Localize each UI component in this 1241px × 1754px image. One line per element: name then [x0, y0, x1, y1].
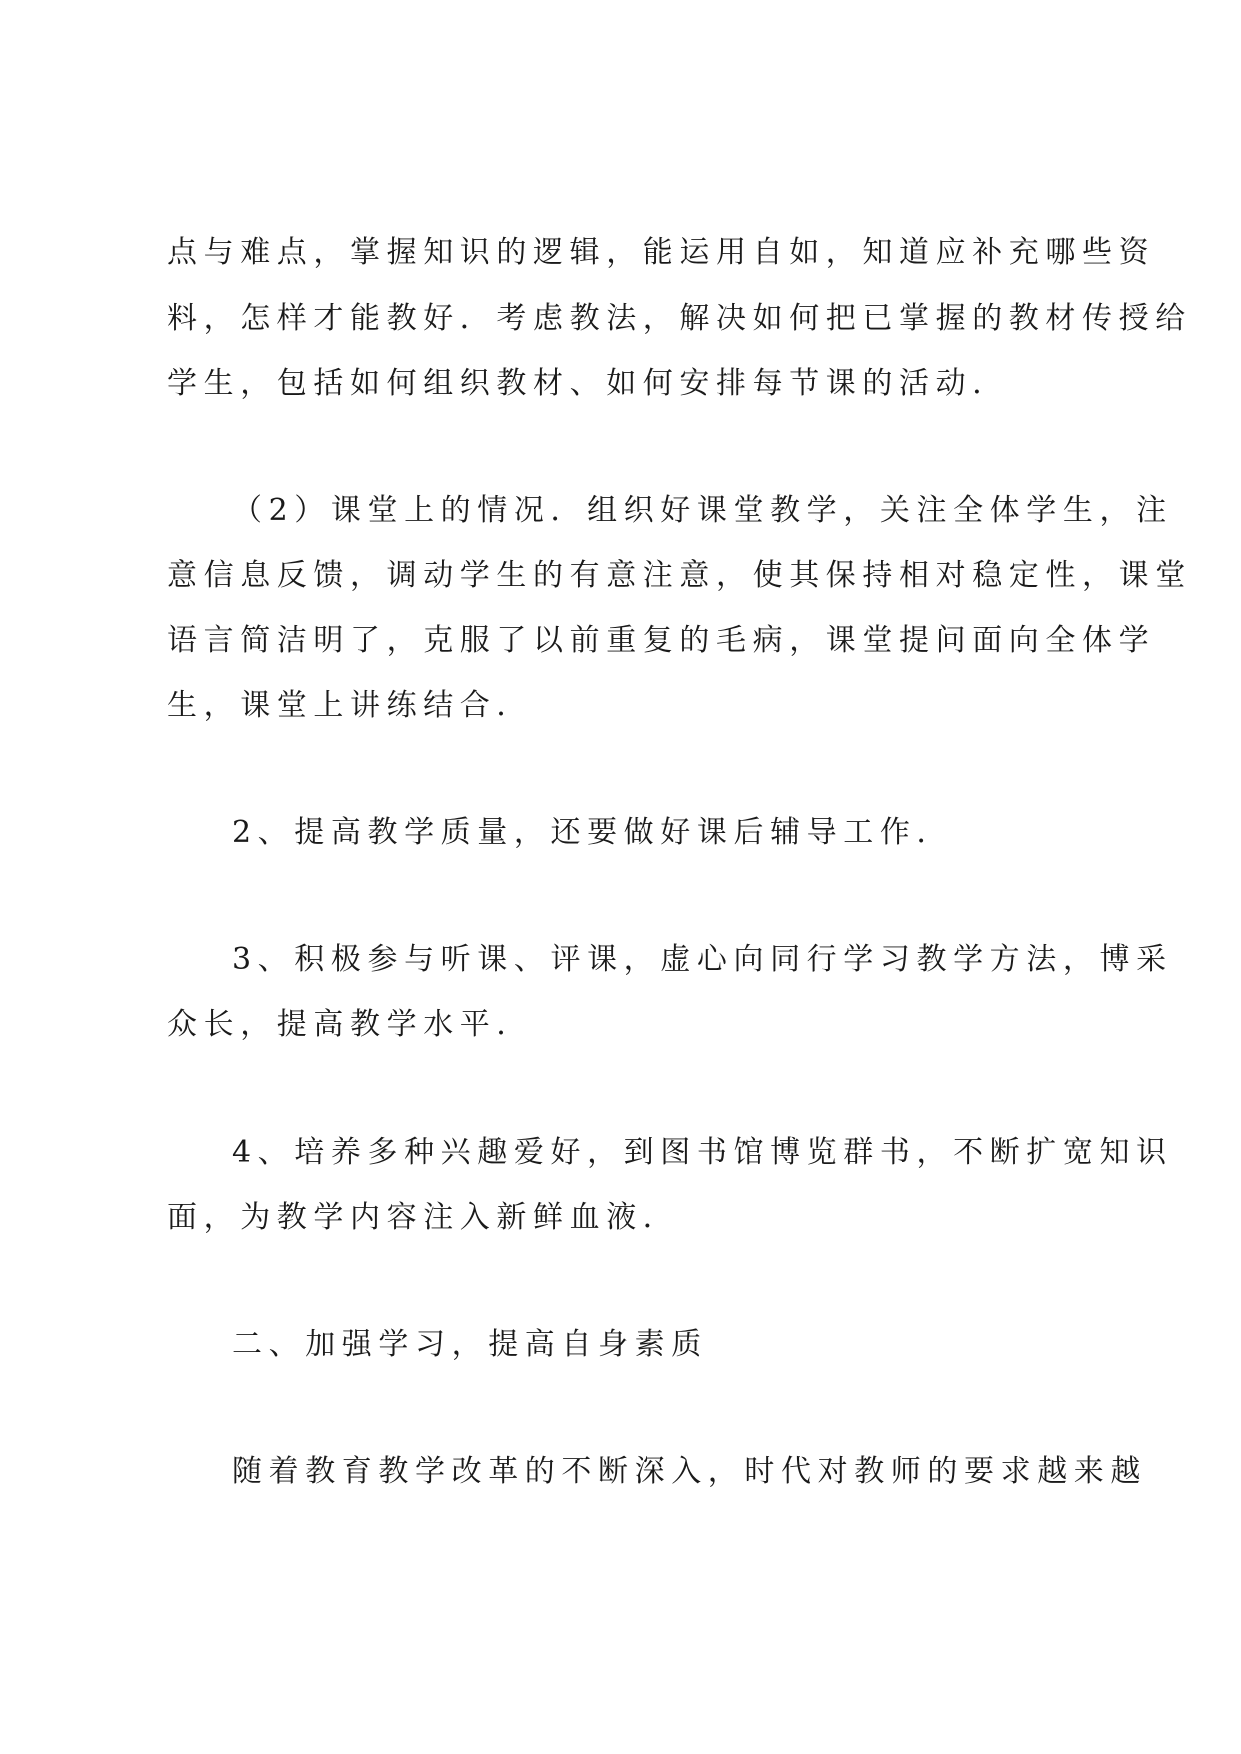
text-line: 二、加强学习，提高自身素质: [232, 1327, 708, 1362]
text-line: 众长，提高教学水平．: [167, 1007, 533, 1042]
text-line: 2、提高教学质量，还要做好课后辅导工作．: [232, 815, 954, 850]
text-line: 生，课堂上讲练结合．: [167, 688, 533, 723]
text-line: 随着教育教学改革的不断深入，时代对教师的要求越来越: [232, 1454, 1147, 1489]
text-line: 4、培养多种兴趣爱好，到图书馆博览群书，不断扩宽知识: [232, 1135, 1173, 1170]
text-line: 料，怎样才能教好．考虑教法，解决如何把已掌握的教材传授给: [167, 301, 1192, 336]
text-line: 学生，包括如何组织教材、如何安排每节课的活动．: [167, 366, 1009, 401]
text-line: 面，为教学内容注入新鲜血液．: [167, 1200, 680, 1235]
text-line: 语言简洁明了，克服了以前重复的毛病，课堂提问面向全体学: [167, 623, 1156, 658]
text-line: 点与难点，掌握知识的逻辑，能运用自如，知道应补充哪些资: [167, 235, 1156, 270]
text-line: 意信息反馈，调动学生的有意注意，使其保持相对稳定性，课堂: [167, 558, 1192, 593]
text-line: 3、积极参与听课、评课，虚心向同行学习教学方法，博采: [232, 942, 1173, 977]
text-line: （2）课堂上的情况．组织好课堂教学，关注全体学生，注: [232, 493, 1173, 528]
